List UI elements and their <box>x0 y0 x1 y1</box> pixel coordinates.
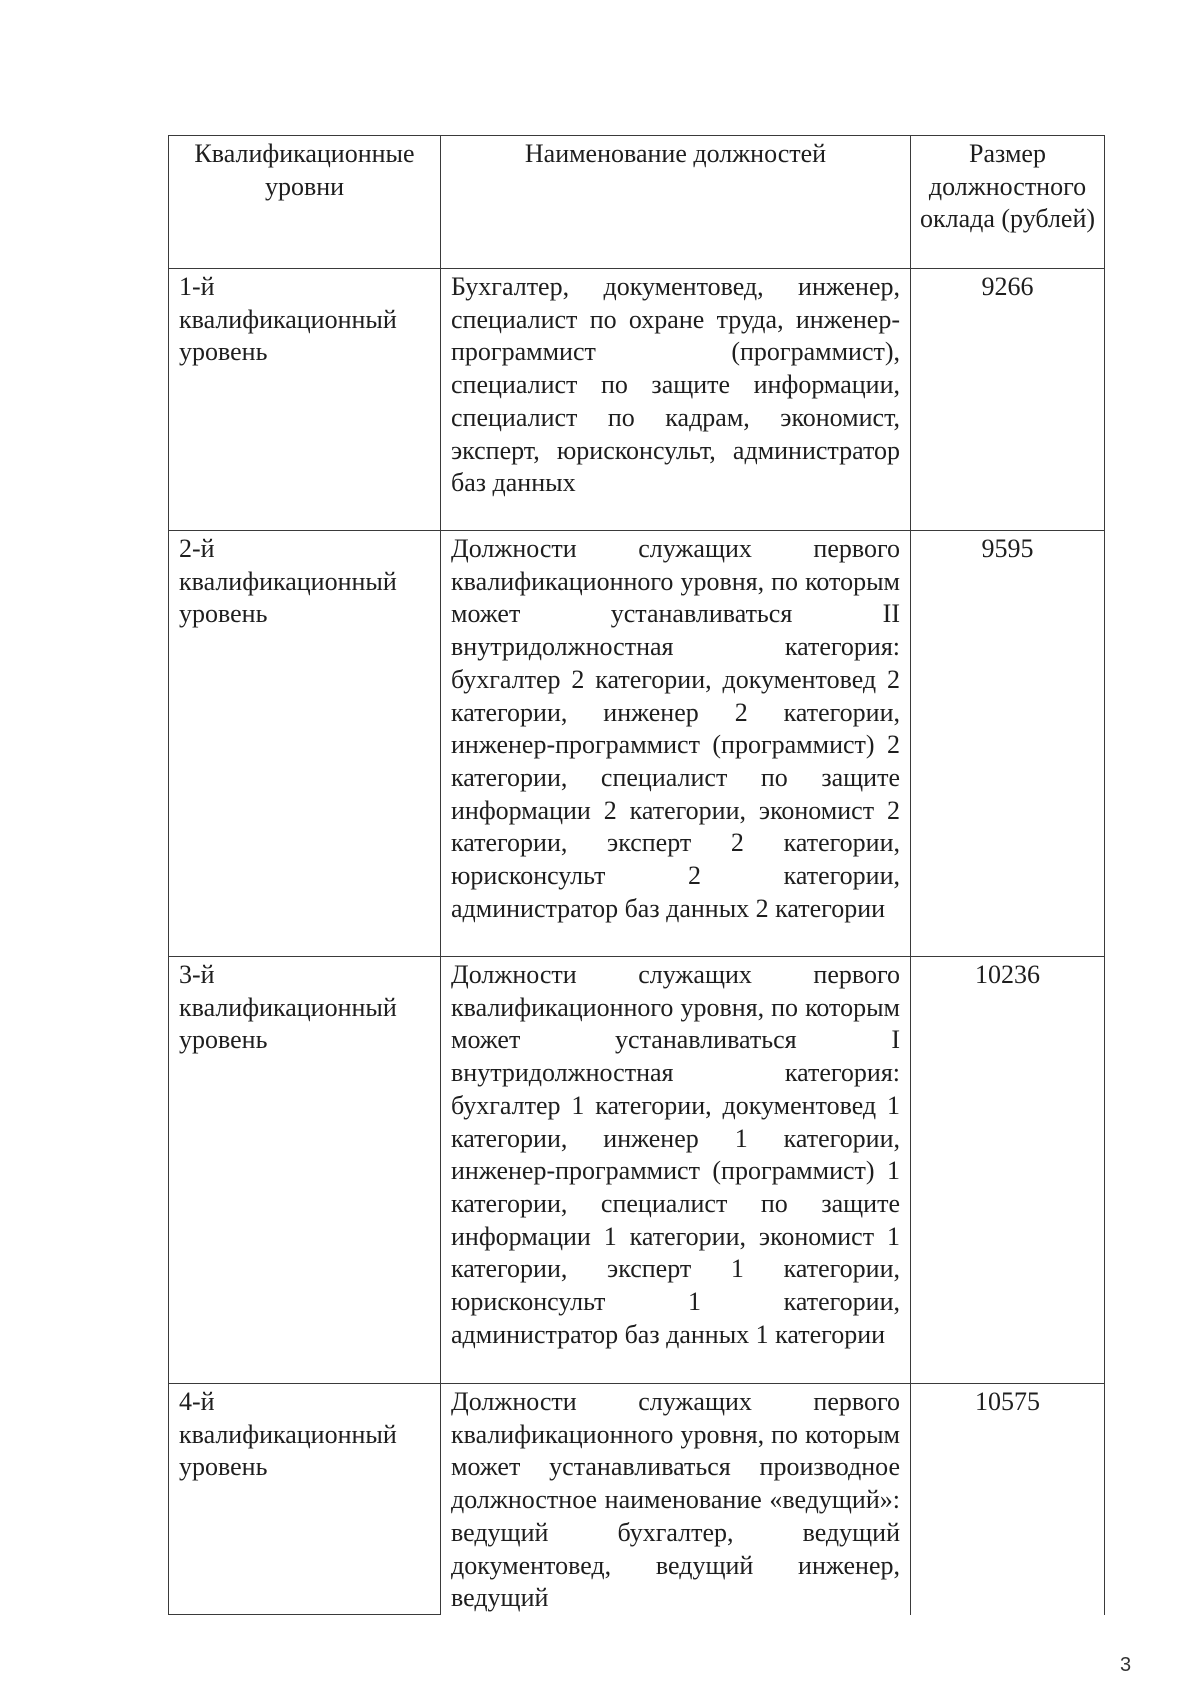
salary-cell: 9595 <box>911 531 1105 957</box>
positions-cell: Бухгалтер, документовед, инженер, специалист по охране труда, инженер-программист (программист), специалист по защите информации, специалист по кадрам, экономист, эксперт, юрисконсульт, администратор баз данных <box>441 269 911 531</box>
table-row <box>169 531 1105 957</box>
salary-cell: 9266 <box>911 269 1105 531</box>
positions-cell: Должности служащих первого квалификационного уровня, по которым может устанавливаться производное должностное наименование «ведущий»: ведущий бухгалтер, ведущий документовед, ведущий инженер, ведущий <box>441 1384 911 1615</box>
qualification-level-cell: 4-й квалификационный уровень <box>169 1384 441 1615</box>
header-qualification-levels: Квалификационные уровни <box>169 136 441 269</box>
table-row <box>169 1384 1105 1615</box>
qualification-salary-table <box>168 135 1105 1615</box>
page-number: 3 <box>1120 1654 1132 1676</box>
header-salary-size: Размер должностного оклада (рублей) <box>911 136 1105 269</box>
salary-cell: 10575 <box>911 1384 1105 1615</box>
qualification-level-cell: 3-й квалификационный уровень <box>169 957 441 1384</box>
qualification-level-cell: 2-й квалификационный уровень <box>169 531 441 957</box>
header-position-names: Наименование должностей <box>441 136 911 269</box>
positions-cell: Должности служащих первого квалификационного уровня, по которым может устанавливаться II внутридолжностная категория: бухгалтер 2 категории, документовед 2 категории, инженер 2 категории, инженер-программист (программист) 2 категории, специалист по защите информации 2 категории, экономист 2 категории, эксперт 2 категории, юрисконсульт 2 категории, администратор баз данных 2 категории <box>441 531 911 957</box>
salary-cell: 10236 <box>911 957 1105 1384</box>
table-header-row <box>169 136 1105 269</box>
qualification-level-cell: 1-й квалификационный уровень <box>169 269 441 531</box>
table-row <box>169 269 1105 531</box>
positions-cell: Должности служащих первого квалификационного уровня, по которым может устанавливаться I внутридолжностная категория: бухгалтер 1 категории, документовед 1 категории, инженер 1 категории, инженер-программист (программист) 1 категории, специалист по защите информации 1 категории, экономист 1 категории, эксперт 1 категории, юрисконсульт 1 категории, администратор баз данных 1 категории <box>441 957 911 1384</box>
table-row <box>169 957 1105 1384</box>
